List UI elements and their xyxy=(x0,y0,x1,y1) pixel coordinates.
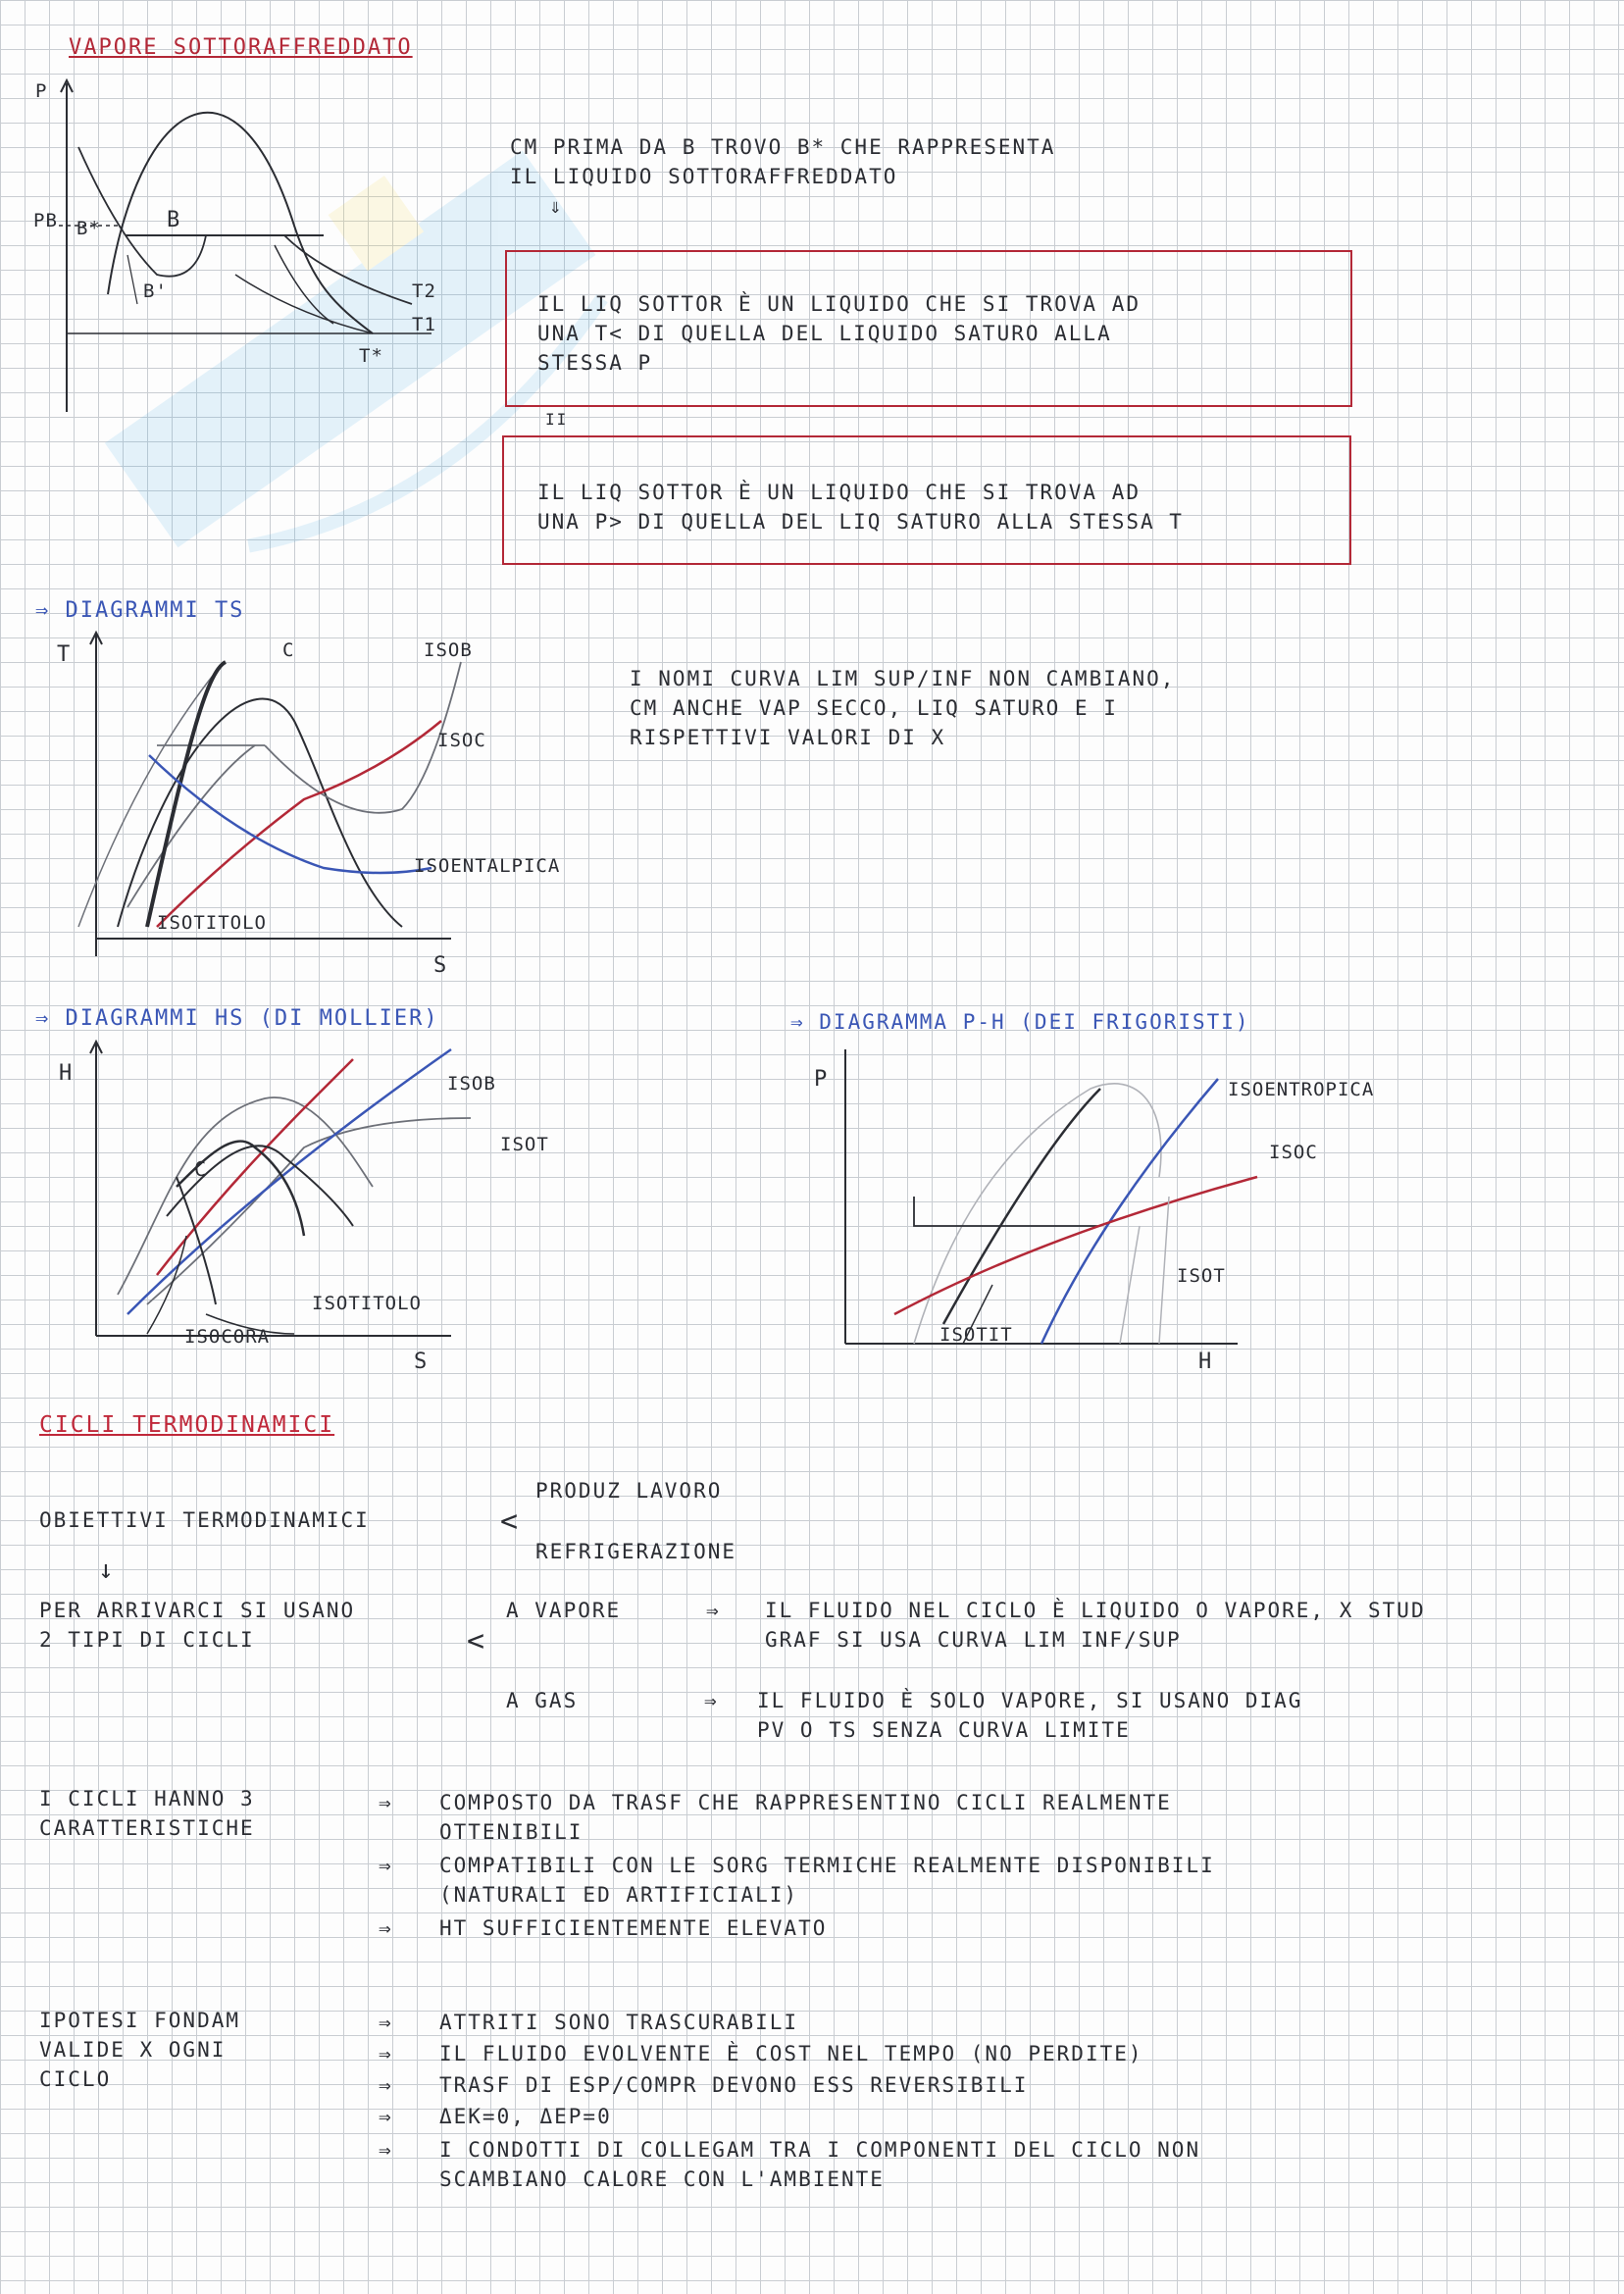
caratt-3-arrow-icon: ⇒ xyxy=(379,1916,393,1940)
ipotesi-5-line-2: SCAMBIANO CALORE CON L'AMBIENTE xyxy=(439,2167,885,2191)
ipotesi-1-arrow-icon: ⇒ xyxy=(379,2011,393,2034)
label-b: B xyxy=(167,208,181,232)
axis-label-p: P xyxy=(35,80,48,102)
ipotesi-4-line-1: ΔEK=0, ΔEP=0 xyxy=(439,2105,612,2128)
refrigerazione: REFRIGERAZIONE xyxy=(535,1540,737,1563)
ipotesi-line-2: VALIDE X OGNI xyxy=(39,2038,227,2062)
ph-label-isot: ISOT xyxy=(1177,1265,1226,1287)
caratt-1-arrow-icon: ⇒ xyxy=(379,1791,393,1814)
ipotesi-2-line-1: IL FLUIDO EVOLVENTE È COST NEL TEMPO (NO PERDITE) xyxy=(439,2042,1143,2065)
ipotesi-5-arrow-icon: ⇒ xyxy=(379,2138,393,2162)
caratt-2-line-2: (NATURALI ED ARTIFICIALI) xyxy=(439,1883,799,1907)
section-title-ph: ⇒ DIAGRAMMA P-H (DEI FRIGORISTI) xyxy=(790,1010,1250,1034)
axis-label-s: S xyxy=(433,953,448,978)
label-isoc: ISOC xyxy=(437,730,486,751)
box1-line-1: IL LIQ SOTTOR È UN LIQUIDO CHE SI TROVA AD xyxy=(537,292,1142,316)
label-isob: ISOB xyxy=(424,639,473,661)
a-gas-arrow-icon: ⇒ xyxy=(704,1689,719,1712)
box2-line-1: IL LIQ SOTTOR È UN LIQUIDO CHE SI TROVA AD xyxy=(537,481,1142,504)
box1-line-3: STESSA P xyxy=(537,351,653,375)
hs-label-isob: ISOB xyxy=(447,1073,496,1095)
section-title-vapore: VAPORE SOTTORAFFREDDATO xyxy=(69,35,413,60)
hs-label-isotitolo: ISOTITOLO xyxy=(312,1293,422,1314)
ts-note-line-2: CM ANCHE VAP SECCO, LIQ SATURO E I xyxy=(630,696,1118,720)
equals-mark: II xyxy=(545,410,569,429)
ipotesi-3-arrow-icon: ⇒ xyxy=(379,2073,393,2097)
arrow-down-icon: ⇓ xyxy=(549,194,564,218)
pv-diagram xyxy=(39,78,471,402)
ipotesi-2-arrow-icon: ⇒ xyxy=(379,2042,393,2065)
ph-label-isoentropica: ISOENTROPICA xyxy=(1228,1079,1375,1100)
per-arrivarci-line-2: 2 TIPI DI CICLI xyxy=(39,1628,255,1652)
brace-cicli: < xyxy=(467,1624,487,1658)
note-line-2: IL LIQUIDO SOTTORAFFREDDATO xyxy=(510,165,898,188)
label-pb: PB xyxy=(33,210,58,231)
label-c: C xyxy=(282,639,295,661)
ts-note-line-1: I NOMI CURVA LIM SUP/INF NON CAMBIANO, xyxy=(630,667,1176,690)
label-t-star: T* xyxy=(359,345,383,367)
label-t2: T2 xyxy=(412,280,436,302)
ipotesi-5-line-1: I CONDOTTI DI COLLEGAM TRA I COMPONENTI DEL CICLO NON xyxy=(439,2138,1201,2162)
hs-axis-label-h: H xyxy=(59,1061,74,1086)
box1-line-2: UNA T< DI QUELLA DEL LIQUIDO SATURO ALLA xyxy=(537,322,1112,345)
label-isoentalpica: ISOENTALPICA xyxy=(414,855,561,877)
per-arrivarci-line-1: PER ARRIVARCI SI USANO xyxy=(39,1599,356,1622)
ipotesi-4-arrow-icon: ⇒ xyxy=(379,2105,393,2128)
hs-label-isot: ISOT xyxy=(500,1134,549,1155)
ipotesi-3-line-1: TRASF DI ESP/COMPR DEVONO ESS REVERSIBILI xyxy=(439,2073,1029,2097)
note-line-1: CM PRIMA DA B TROVO B* CHE RAPPRESENTA xyxy=(510,135,1056,159)
caratt-2-arrow-icon: ⇒ xyxy=(379,1854,393,1877)
hs-label-c: C xyxy=(194,1157,208,1181)
caratt-3-line-1: ΗT SUFFICIENTEMENTE ELEVATO xyxy=(439,1916,828,1940)
hs-label-isocora: ISOCORA xyxy=(184,1326,271,1348)
section-title-hs: ⇒ DIAGRAMMI HS (DI MOLLIER) xyxy=(35,1006,439,1031)
ph-axis-label-p: P xyxy=(814,1067,829,1092)
ph-label-isotit: ISOTIT xyxy=(939,1324,1013,1346)
label-b-star: B* xyxy=(76,218,101,239)
caratt-2-line-1: COMPATIBILI CON LE SORG TERMICHE REALMENTE DISPONIBILI xyxy=(439,1854,1215,1877)
produz-lavoro: PRODUZ LAVORO xyxy=(535,1479,723,1503)
obiettivi-label: OBIETTIVI TERMODINAMICI xyxy=(39,1508,370,1532)
ts-note-line-3: RISPETTIVI VALORI DI X xyxy=(630,726,946,749)
a-vapore-arrow-icon: ⇒ xyxy=(706,1599,721,1622)
section-title-cicli: CICLI TERMODINAMICI xyxy=(39,1412,335,1438)
label-b-prime: B' xyxy=(143,280,168,302)
label-isotitolo: ISOTITOLO xyxy=(157,912,267,934)
caratt-1-line-1: COMPOSTO DA TRASF CHE RAPPRESENTINO CICLI REALMENTE xyxy=(439,1791,1172,1814)
ph-axis-label-h: H xyxy=(1198,1350,1213,1374)
axis-label-t: T xyxy=(57,642,72,667)
box2-line-2: UNA P> DI QUELLA DEL LIQ SATURO ALLA STESSA T xyxy=(537,510,1184,534)
a-vapore-desc-2: GRAF SI USA CURVA LIM INF/SUP xyxy=(765,1628,1182,1652)
arrow-down-icon-2: ↓ xyxy=(98,1555,116,1585)
a-gas-desc-1: IL FLUIDO È SOLO VAPORE, SI USANO DIAG xyxy=(757,1689,1303,1712)
caratteristiche-line-2: CARATTERISTICHE xyxy=(39,1816,255,1840)
ipotesi-line-1: IPOTESI FONDAM xyxy=(39,2009,241,2032)
caratt-1-line-2: OTTENIBILI xyxy=(439,1820,584,1844)
ts-diagram xyxy=(59,633,608,961)
a-gas-label: A GAS xyxy=(506,1689,579,1712)
brace-obiettivi: < xyxy=(500,1504,521,1539)
ipotesi-1-line-1: ATTRITI SONO TRASCURABILI xyxy=(439,2011,799,2034)
hs-axis-label-s: S xyxy=(414,1350,429,1374)
a-vapore-label: A VAPORE xyxy=(506,1599,622,1622)
a-gas-desc-2: PV O TS SENZA CURVA LIMITE xyxy=(757,1718,1131,1742)
ipotesi-line-3: CICLO xyxy=(39,2067,112,2091)
ph-label-isoc: ISOC xyxy=(1269,1142,1318,1163)
caratteristiche-line-1: I CICLI HANNO 3 xyxy=(39,1787,255,1810)
label-t1: T1 xyxy=(412,314,436,335)
a-vapore-desc-1: IL FLUIDO NEL CICLO È LIQUIDO O VAPORE, X STUD xyxy=(765,1599,1426,1622)
section-title-ts: ⇒ DIAGRAMMI TS xyxy=(35,598,245,623)
